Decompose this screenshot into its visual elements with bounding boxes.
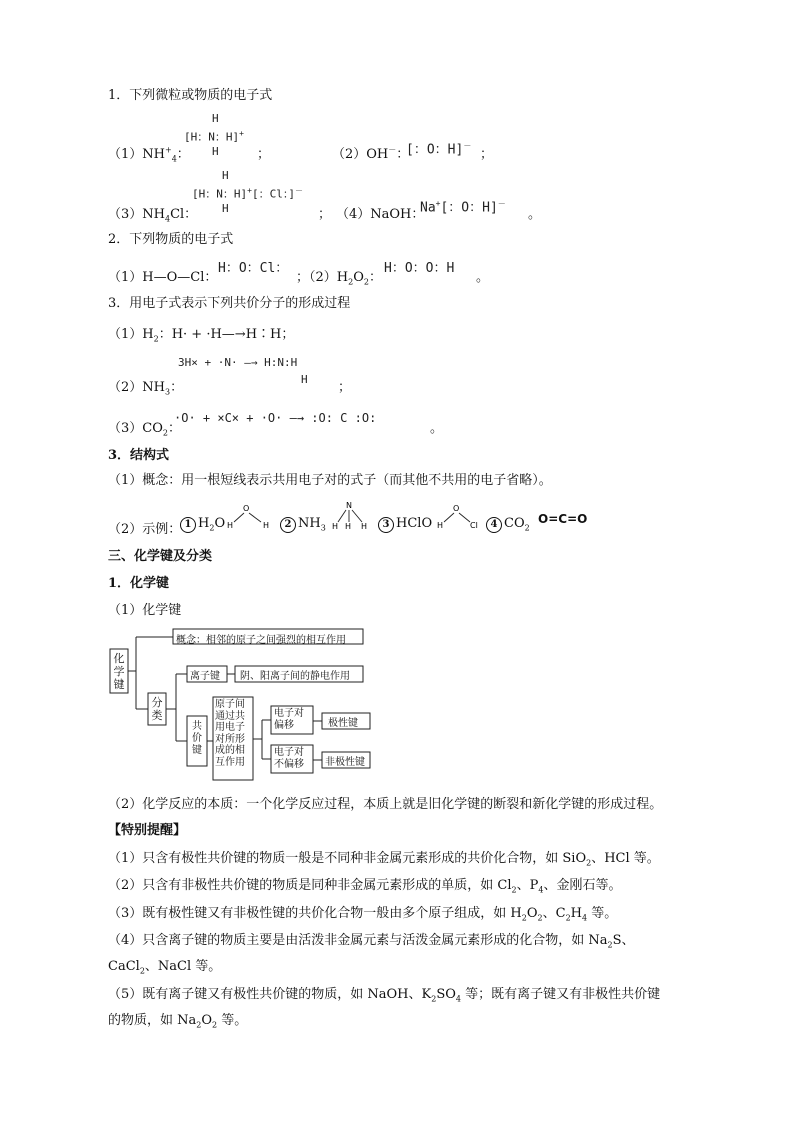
example-nh3: 2 $NH_3$ bbox=[280, 516, 326, 533]
svg-text:H: H bbox=[332, 522, 339, 531]
structure-concept: （1）概念：用一根短线表示共用电子对的式子（而其他不共用的电子省略）。 bbox=[108, 473, 552, 488]
reminder-2: （2）只含有非极性共价键的物质是同种非金属元素形成的单质，如 $Cl_2$、$P_4$、金刚石等。 bbox=[108, 878, 622, 895]
nh3-label: $(2)NH_3$： bbox=[108, 380, 184, 397]
naoh-label: （4）NaOH： bbox=[336, 207, 425, 222]
svg-text:N: N bbox=[346, 501, 352, 510]
diagram-ionic-desc: 阴、阳离子间的静电作用 bbox=[240, 671, 350, 682]
diagram-noshift-label: 电子对不偏移 bbox=[274, 747, 304, 770]
semicolon: ； bbox=[318, 207, 332, 222]
svg-text:H: H bbox=[361, 522, 368, 531]
diagram-concept-label: 概念：相邻的原子之间强烈的相互作用 bbox=[176, 635, 346, 646]
hocl-label: （1）H—O—Cl： bbox=[108, 270, 218, 285]
svg-text:H: H bbox=[437, 521, 444, 530]
oh-label: （2）OH－： bbox=[332, 145, 410, 162]
h2-formation: $(1)H_2$：H· + ·H—→H∶H； bbox=[108, 327, 295, 344]
co2-label: $(3)CO_2$： bbox=[108, 421, 181, 438]
nh4-h-bottom: H bbox=[212, 145, 219, 158]
nh4cl-h-top: H bbox=[222, 169, 229, 182]
chemical-reaction-essence: （2）化学反应的本质：一个化学反应过程，本质上就是旧化学键的断裂和新化学键的形成过程。 bbox=[108, 797, 663, 812]
nh3-h-bottom: H bbox=[301, 373, 308, 386]
semicolon: ； bbox=[338, 380, 352, 395]
naoh-electron-formula: Na+[：O：H]－ bbox=[420, 199, 506, 216]
special-reminder-heading: 【特别提醒】 bbox=[108, 823, 187, 838]
reminder-4-continued: CaCl$_2$、NaCl 等。 bbox=[108, 959, 222, 976]
h2o2-electron-formula: H：O：O：H bbox=[384, 261, 455, 276]
semicolon: ； bbox=[257, 147, 271, 162]
svg-text:O: O bbox=[243, 504, 250, 513]
section3-heading: 3．用电子式表示下列共价分子的形成过程 bbox=[108, 296, 351, 311]
period: 。 bbox=[430, 421, 444, 436]
reminder-1: （1）只含有极性共价键的物质一般是不同种非金属元素形成的共价化合物，如 SiO$_2$、HCl 等。 bbox=[108, 851, 660, 868]
oh-electron-formula: [：O：H]－ bbox=[406, 141, 472, 158]
svg-text:H: H bbox=[263, 521, 270, 530]
reminder-5: （5）既有离子键又有极性共价键的物质，如 NaOH、$K_2SO_4$ 等；既有离子键又有非极性共价键 bbox=[108, 987, 661, 1004]
diagram-root-label: 化学键 bbox=[113, 652, 125, 691]
section1-heading: 1．下列微粒或物质的电子式 bbox=[108, 88, 273, 103]
svg-text:H: H bbox=[345, 522, 352, 531]
section-chemical-bond-heading: 三、化学键及分类 bbox=[108, 549, 213, 564]
h2o2-label: ；$(2)H_2O_2$： bbox=[296, 270, 382, 287]
semicolon: ； bbox=[480, 147, 494, 162]
section2-heading: 2．下列物质的电子式 bbox=[108, 232, 234, 247]
chemical-bond-item1: （1）化学键 bbox=[108, 603, 182, 618]
diagram-ionic-label: 离子键 bbox=[190, 671, 220, 682]
co2-structure: O=C=O bbox=[538, 512, 588, 526]
diagram-nonpolar-label: 非极性键 bbox=[325, 757, 365, 768]
example-hclo: 3 HClO bbox=[378, 516, 432, 533]
diagram-covalent-desc: 原子间通过共用电子对所形成的相互作用 bbox=[215, 699, 245, 768]
period: 。 bbox=[528, 207, 542, 222]
co2-formation-equation: ·O· + ×C× + ·O· —→ :O: C :O: bbox=[174, 411, 377, 425]
hocl-electron-formula: H：O：Cl： bbox=[218, 261, 289, 276]
example-co2: 4 $CO_2$ bbox=[486, 516, 530, 533]
nh4cl-electron-formula: [H：N：H]+[：Cl：]－ bbox=[192, 186, 303, 201]
hclo-structure bbox=[436, 502, 484, 530]
nh4-h-top: H bbox=[212, 112, 219, 125]
svg-text:Cl: Cl bbox=[470, 521, 478, 530]
diagram-classify-label: 分类 bbox=[151, 696, 163, 722]
chemical-bond-subheading: 1．化学键 bbox=[108, 576, 170, 591]
reminder-4: （4）只含离子键的物质主要是由活泼非金属元素与活泼金属元素形成的化合物，如 $Na_2S$、 bbox=[108, 933, 635, 950]
diagram-polar-label: 极性键 bbox=[328, 718, 358, 729]
example-h2o: 1 $H_2O$ bbox=[180, 516, 225, 533]
nh4cl-h-bottom: H bbox=[222, 202, 229, 215]
period: 。 bbox=[476, 270, 490, 285]
nh4-electron-formula: [H：N：H]+ bbox=[184, 129, 244, 144]
svg-text:O: O bbox=[453, 504, 460, 513]
diagram-shift-label: 电子对偏移 bbox=[274, 708, 304, 731]
reminder-3: （3）既有极性键又有非极性键的共价化合物一般由多个原子组成，如 $H_2O_2$、$C_2H_4$ 等。 bbox=[108, 906, 618, 923]
nh3-formation-equation: 3H× + ·N· —→ H:N:H bbox=[178, 356, 298, 369]
example-label: （2）示例： bbox=[108, 522, 182, 537]
nh4-label: $(1)NH^+_4$： bbox=[108, 145, 190, 164]
h2o-structure bbox=[226, 502, 272, 530]
diagram-covalent-label: 共价键 bbox=[192, 721, 202, 756]
nh3-structure bbox=[330, 498, 370, 532]
structure-heading: 3．结构式 bbox=[108, 448, 170, 463]
nh4cl-label: $(3)NH_4Cl$： bbox=[108, 207, 198, 224]
reminder-5-continued: 的物质，如 $Na_2O_2$ 等。 bbox=[108, 1013, 248, 1030]
svg-text:H: H bbox=[227, 521, 234, 530]
